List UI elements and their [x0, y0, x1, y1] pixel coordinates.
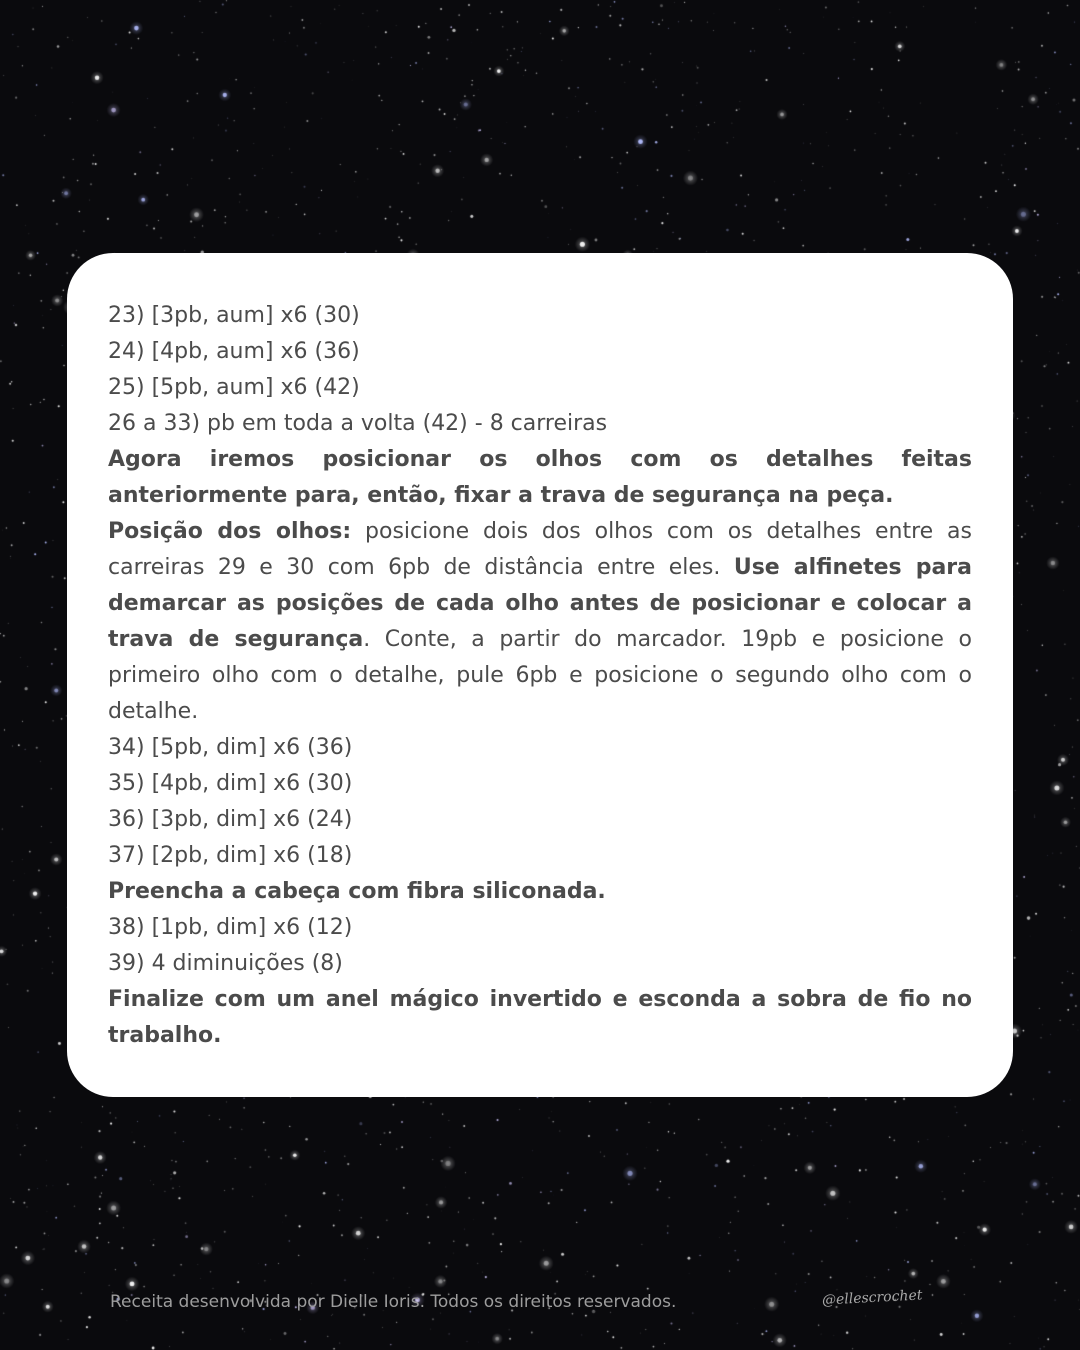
row-26-33: 26 a 33) pb em toda a volta (42) - 8 carreiras: [108, 411, 608, 436]
eye-position-paragraph: [108, 514, 972, 730]
eye-position-bold-text: Use alfinetes para demarcar as posições de cada olho antes de posicionar e colocar a trava de segurança: [108, 555, 973, 652]
eye-position-text-2: . Conte, a partir do marcador. 19pb e posicione o primeiro olho com o detalhe, pule 6pb e posicione o segundo olho com o detalhe.: [108, 627, 972, 724]
footer-credit: Receita desenvolvida por Dielle Ioris. Todos os direitos reservados.: [110, 1292, 677, 1312]
row-24: 24) [4pb, aum] x6 (36): [108, 339, 360, 364]
row-39: 39) 4 diminuições (8): [108, 951, 343, 976]
row-37: 37) [2pb, dim] x6 (18): [108, 843, 353, 868]
row-35: 35) [4pb, dim] x6 (30): [108, 771, 353, 796]
recipe-card: [67, 253, 1013, 1097]
row-34: 34) [5pb, dim] x6 (36): [108, 735, 353, 760]
instruction-finish: Finalize com um anel mágico invertido e esconda a sobra de fio no trabalho.: [108, 987, 972, 1048]
eye-position-heading: Posição dos olhos:: [108, 519, 352, 544]
instruction-eyes: Agora iremos posicionar os olhos com os detalhes feitas anteriormente para, então, fixar a trava de segurança na peça.: [108, 447, 972, 508]
instruction-fill: Preencha a cabeça com fibra siliconada.: [108, 879, 606, 904]
row-25: 25) [5pb, aum] x6 (42): [108, 375, 360, 400]
row-38: 38) [1pb, dim] x6 (12): [108, 915, 353, 940]
eye-position-text-1: posicione dois dos olhos com os detalhes entre as carreiras 29 e 30 com 6pb de distância entre eles.: [108, 519, 972, 580]
recipe-text: [108, 298, 972, 1054]
signature-logo: @ellescrochet: [821, 1287, 923, 1309]
row-23: 23) [3pb, aum] x6 (30): [108, 303, 360, 328]
row-36: 36) [3pb, dim] x6 (24): [108, 807, 353, 832]
